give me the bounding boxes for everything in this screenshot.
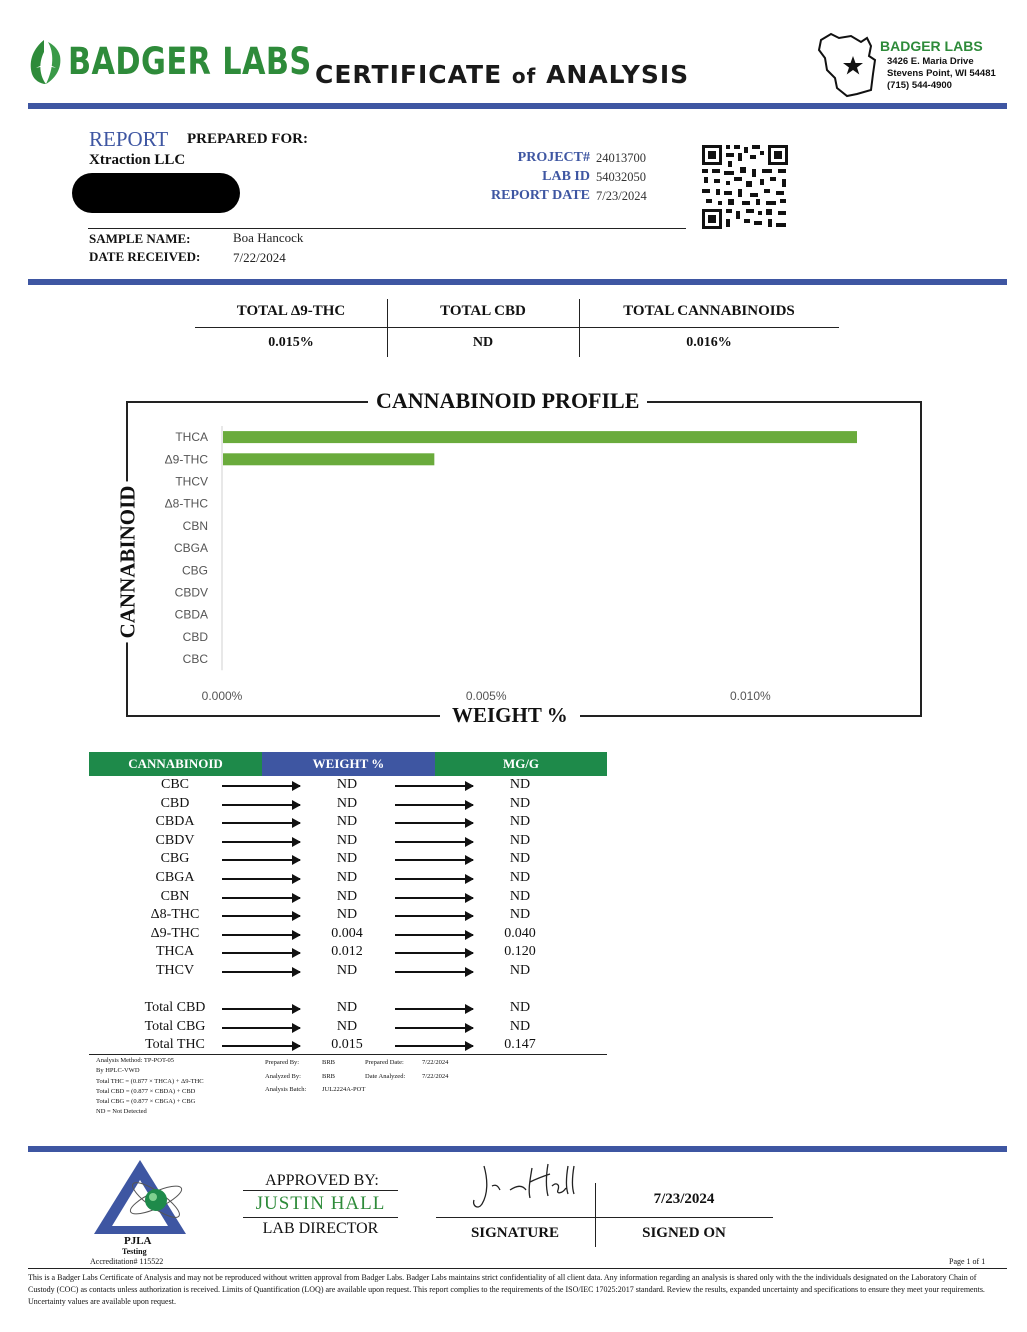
arrow-icon xyxy=(222,934,300,936)
arrow-icon xyxy=(395,1027,473,1029)
row-weight: ND xyxy=(336,1000,358,1016)
prepared-by-label: Prepared By: xyxy=(265,1059,300,1066)
row-mgg: ND xyxy=(509,907,531,923)
arrow-icon xyxy=(222,897,300,899)
row-weight: ND xyxy=(336,907,358,923)
total-cannabinoids-label: TOTAL CANNABINOIDS xyxy=(623,303,795,319)
chart-category-label: THCV xyxy=(175,474,208,489)
chart-category-label: CBGA xyxy=(173,541,208,556)
table-row xyxy=(89,795,607,814)
qr-code[interactable] xyxy=(700,143,790,236)
disclaimer-rule xyxy=(28,1268,1007,1269)
chart-category-label: CBC xyxy=(182,652,208,667)
sample-name-value: Boa Hancock xyxy=(233,230,304,245)
arrow-icon xyxy=(395,1045,473,1047)
table-row xyxy=(89,999,607,1018)
table-row xyxy=(89,1018,607,1037)
signed-date: 7/23/2024 xyxy=(653,1191,715,1207)
lab-name: BADGER LABS xyxy=(880,38,983,54)
arrow-icon xyxy=(395,785,473,787)
arrow-icon xyxy=(395,934,473,936)
arrow-icon xyxy=(395,971,473,973)
arrow-icon xyxy=(395,822,473,824)
row-cannabinoid: THCV xyxy=(155,963,195,978)
row-weight: ND xyxy=(336,888,358,904)
chart-bar xyxy=(223,453,434,465)
row-cannabinoid: Δ9-THC xyxy=(150,925,200,941)
arrow-icon xyxy=(395,841,473,843)
arrow-icon xyxy=(222,859,300,861)
chart-plot xyxy=(140,420,900,700)
approver-title: LAB DIRECTOR xyxy=(262,1220,379,1237)
total-cbd-value: ND xyxy=(472,335,494,350)
chart-title: CANNABINOID PROFILE xyxy=(368,388,647,414)
title-of: of xyxy=(511,64,537,88)
totals-summary xyxy=(195,299,839,357)
row-weight: ND xyxy=(336,814,358,830)
row-weight: ND xyxy=(336,795,358,811)
arrow-icon xyxy=(222,1045,300,1047)
analysis-batch-label: Analysis Batch: xyxy=(265,1086,307,1093)
total-cannabinoids-value: 0.016% xyxy=(686,335,732,350)
date-analyzed-label: Date Analyzed: xyxy=(365,1073,406,1080)
prepared-for-label: PREPARED FOR: xyxy=(187,131,308,147)
row-mgg: ND xyxy=(509,795,531,811)
approver-name: JUSTIN HALL xyxy=(255,1193,386,1214)
row-mgg: 0.040 xyxy=(504,925,536,941)
row-cannabinoid: CBDV xyxy=(155,832,195,848)
total-cbd-label: TOTAL CBD xyxy=(440,303,526,319)
row-mgg: ND xyxy=(509,832,531,848)
row-cannabinoid: Total CBD xyxy=(144,1000,206,1016)
table-row xyxy=(89,925,607,944)
redaction-block xyxy=(72,173,240,213)
total-thc-value: 0.015% xyxy=(268,335,314,350)
accreditation-number: Accreditation# 115522 xyxy=(90,1257,164,1266)
sample-name-label: SAMPLE NAME: xyxy=(89,231,191,246)
chart-category-label: THCA xyxy=(175,430,208,445)
row-mgg: ND xyxy=(509,851,531,867)
row-mgg: ND xyxy=(509,777,531,792)
brand-name: BADGER LABS xyxy=(68,40,312,83)
table-row xyxy=(89,962,607,981)
signature-separator xyxy=(595,1183,596,1247)
row-cannabinoid: CBD xyxy=(160,795,190,811)
approved-rule-bottom xyxy=(243,1217,398,1218)
row-cannabinoid: THCA xyxy=(155,944,195,960)
chart-category-label: CBG xyxy=(181,563,208,578)
arrow-icon xyxy=(222,841,300,843)
row-mgg: ND xyxy=(509,1000,531,1016)
row-weight: 0.015 xyxy=(331,1037,363,1053)
prepared-date-value: 7/22/2024 xyxy=(422,1059,449,1066)
note-nd: ND = Not Detected xyxy=(96,1108,147,1115)
row-cannabinoid: CBGA xyxy=(155,870,195,885)
brand-logo xyxy=(26,38,66,86)
row-mgg: ND xyxy=(509,870,531,885)
arrow-icon xyxy=(222,971,300,973)
row-mgg: 0.120 xyxy=(504,944,536,960)
row-weight: 0.012 xyxy=(331,944,363,960)
arrow-icon xyxy=(222,822,300,824)
table-header-cannabinoid: CANNABINOID xyxy=(89,752,262,776)
table-row xyxy=(89,1036,607,1055)
chart-x-tick-label: 0.010% xyxy=(729,689,771,700)
arrow-icon xyxy=(222,1027,300,1029)
pjla-label: PJLA xyxy=(124,1235,152,1247)
lab-address-line2: Stevens Point, WI 54481 xyxy=(887,68,996,79)
row-cannabinoid: Δ8-THC xyxy=(150,907,200,923)
labid-value: 54032050 xyxy=(596,170,646,184)
arrow-icon xyxy=(395,952,473,954)
page-number: Page 1 of 1 xyxy=(949,1257,986,1266)
chart-category-label: CBDV xyxy=(174,585,208,600)
chart-category-label: Δ9-THC xyxy=(164,452,208,467)
document-title xyxy=(315,60,689,89)
signature-label: SIGNATURE xyxy=(470,1225,560,1241)
row-mgg: ND xyxy=(509,888,531,904)
arrow-icon xyxy=(395,878,473,880)
arrow-icon xyxy=(222,878,300,880)
chart-category-label: CBN xyxy=(182,518,208,533)
table-row xyxy=(89,906,607,925)
row-cannabinoid: Total THC xyxy=(145,1037,205,1053)
chart-bar xyxy=(223,431,857,443)
chart-category-label: Δ8-THC xyxy=(164,496,208,511)
row-cannabinoid: CBN xyxy=(160,888,190,904)
client-name: Xtraction LLC xyxy=(89,152,186,168)
arrow-icon xyxy=(395,804,473,806)
lab-address-line1: 3426 E. Maria Drive xyxy=(887,56,974,67)
note-thc-formula: Total THC = (0.877 × THCA) + Δ9-THC xyxy=(96,1078,204,1085)
row-cannabinoid: CBDA xyxy=(155,814,195,830)
lab-phone: (715) 544-4900 xyxy=(887,80,952,91)
prepared-by-value: BRB xyxy=(322,1059,336,1066)
row-weight: 0.004 xyxy=(331,925,363,941)
pjla-testing: Testing xyxy=(122,1247,147,1256)
totals-rule xyxy=(195,327,839,328)
table-row xyxy=(89,850,607,869)
total-thc-label: TOTAL Δ9-THC xyxy=(236,303,346,319)
title-certificate: CERTIFICATE xyxy=(315,60,503,89)
arrow-icon xyxy=(395,859,473,861)
row-mgg: ND xyxy=(509,1018,531,1034)
date-analyzed-value: 7/22/2024 xyxy=(422,1073,449,1080)
row-mgg: ND xyxy=(509,963,531,978)
row-weight: ND xyxy=(336,963,358,978)
table-header-weight: WEIGHT % xyxy=(262,752,435,776)
row-mgg: ND xyxy=(509,814,531,830)
row-weight: ND xyxy=(336,777,358,792)
section-divider xyxy=(28,279,1007,285)
note-cbg-formula: Total CBG = (0.877 × CBGA) + CBG xyxy=(96,1098,196,1105)
disclaimer-text: This is a Badger Labs Certificate of Analysis and may not be reproduced without written approval from Badger Labs. Badger Labs maintains strict confidentiality of all client data. Any information regarding an analysis is shared only with the the individuals designated on the Laboratory Chain of Custody (COC) as contacts unless authorization is received. Limits of Quantification (LOQ) are available upon request. This report complies to the requirements of the ISO/IEC 17025:2017 standard. Review the results, expanded uncertainty and specifications to ensure they meet your requirements. Uncertainty values are available upon request. xyxy=(28,1273,985,1306)
chart-y-axis-label: CANNABINOID xyxy=(116,482,141,643)
arrow-icon xyxy=(395,915,473,917)
table-row xyxy=(89,943,607,962)
signature-image xyxy=(470,1160,580,1221)
approved-by-label: APPROVED BY: xyxy=(265,1172,379,1189)
project-label: PROJECT# xyxy=(517,150,590,165)
arrow-icon xyxy=(395,1008,473,1010)
table-row xyxy=(89,888,607,907)
report-date-label: REPORT DATE xyxy=(491,188,590,203)
leaf-logo-icon xyxy=(26,38,66,86)
chart-x-axis-label: WEIGHT % xyxy=(440,703,580,728)
row-weight: ND xyxy=(336,1018,358,1034)
approved-rule-top xyxy=(243,1190,398,1191)
arrow-icon xyxy=(222,804,300,806)
analyzed-by-value: BRB xyxy=(322,1073,336,1080)
arrow-icon xyxy=(222,785,300,787)
table-bottom-rule xyxy=(89,1054,607,1055)
analyzed-by-label: Analyzed By: xyxy=(265,1073,301,1080)
row-mgg: 0.147 xyxy=(504,1037,536,1053)
title-analysis: ANALYSIS xyxy=(546,60,690,89)
row-cannabinoid: Total CBG xyxy=(144,1018,206,1034)
project-value: 24013700 xyxy=(596,151,646,165)
arrow-icon xyxy=(222,915,300,917)
signature-rule xyxy=(436,1217,773,1218)
header-divider xyxy=(28,103,1007,109)
footer-divider xyxy=(28,1146,1007,1152)
wisconsin-map-icon xyxy=(817,30,883,103)
row-weight: ND xyxy=(336,870,358,885)
note-cbd-formula: Total CBD = (0.877 × CBDA) + CBD xyxy=(96,1088,196,1095)
chart-x-tick-label: 0.000% xyxy=(201,689,243,700)
chart-x-tick-label: 0.005% xyxy=(465,689,507,700)
row-weight: ND xyxy=(336,851,358,867)
labid-label: LAB ID xyxy=(542,169,590,184)
report-divider xyxy=(88,228,686,229)
row-weight: ND xyxy=(336,832,358,848)
table-row xyxy=(89,832,607,851)
chart-category-label: CBD xyxy=(182,629,208,644)
arrow-icon xyxy=(222,952,300,954)
date-received-value: 7/22/2024 xyxy=(233,250,286,265)
note-method: Analysis Method: TP-POT-05 xyxy=(96,1057,175,1064)
table-header-mgg: MG/G xyxy=(435,752,607,776)
report-label: REPORT xyxy=(89,127,169,151)
analysis-batch-value: JUL2224A-POT xyxy=(322,1086,366,1093)
row-cannabinoid: CBG xyxy=(160,851,190,867)
arrow-icon xyxy=(222,1008,300,1010)
signed-on-label: SIGNED ON xyxy=(642,1225,726,1241)
prepared-date-label: Prepared Date: xyxy=(365,1059,404,1066)
report-date-value: 7/23/2024 xyxy=(596,189,647,203)
pjla-logo-icon xyxy=(92,1158,188,1241)
row-cannabinoid: CBC xyxy=(160,777,189,792)
table-row xyxy=(89,869,607,888)
arrow-icon xyxy=(395,897,473,899)
date-received-label: DATE RECEIVED: xyxy=(89,249,201,264)
table-row xyxy=(89,813,607,832)
table-row xyxy=(89,776,607,795)
note-by: By HPLC-VWD xyxy=(96,1067,140,1074)
chart-category-label: CBDA xyxy=(174,607,208,622)
